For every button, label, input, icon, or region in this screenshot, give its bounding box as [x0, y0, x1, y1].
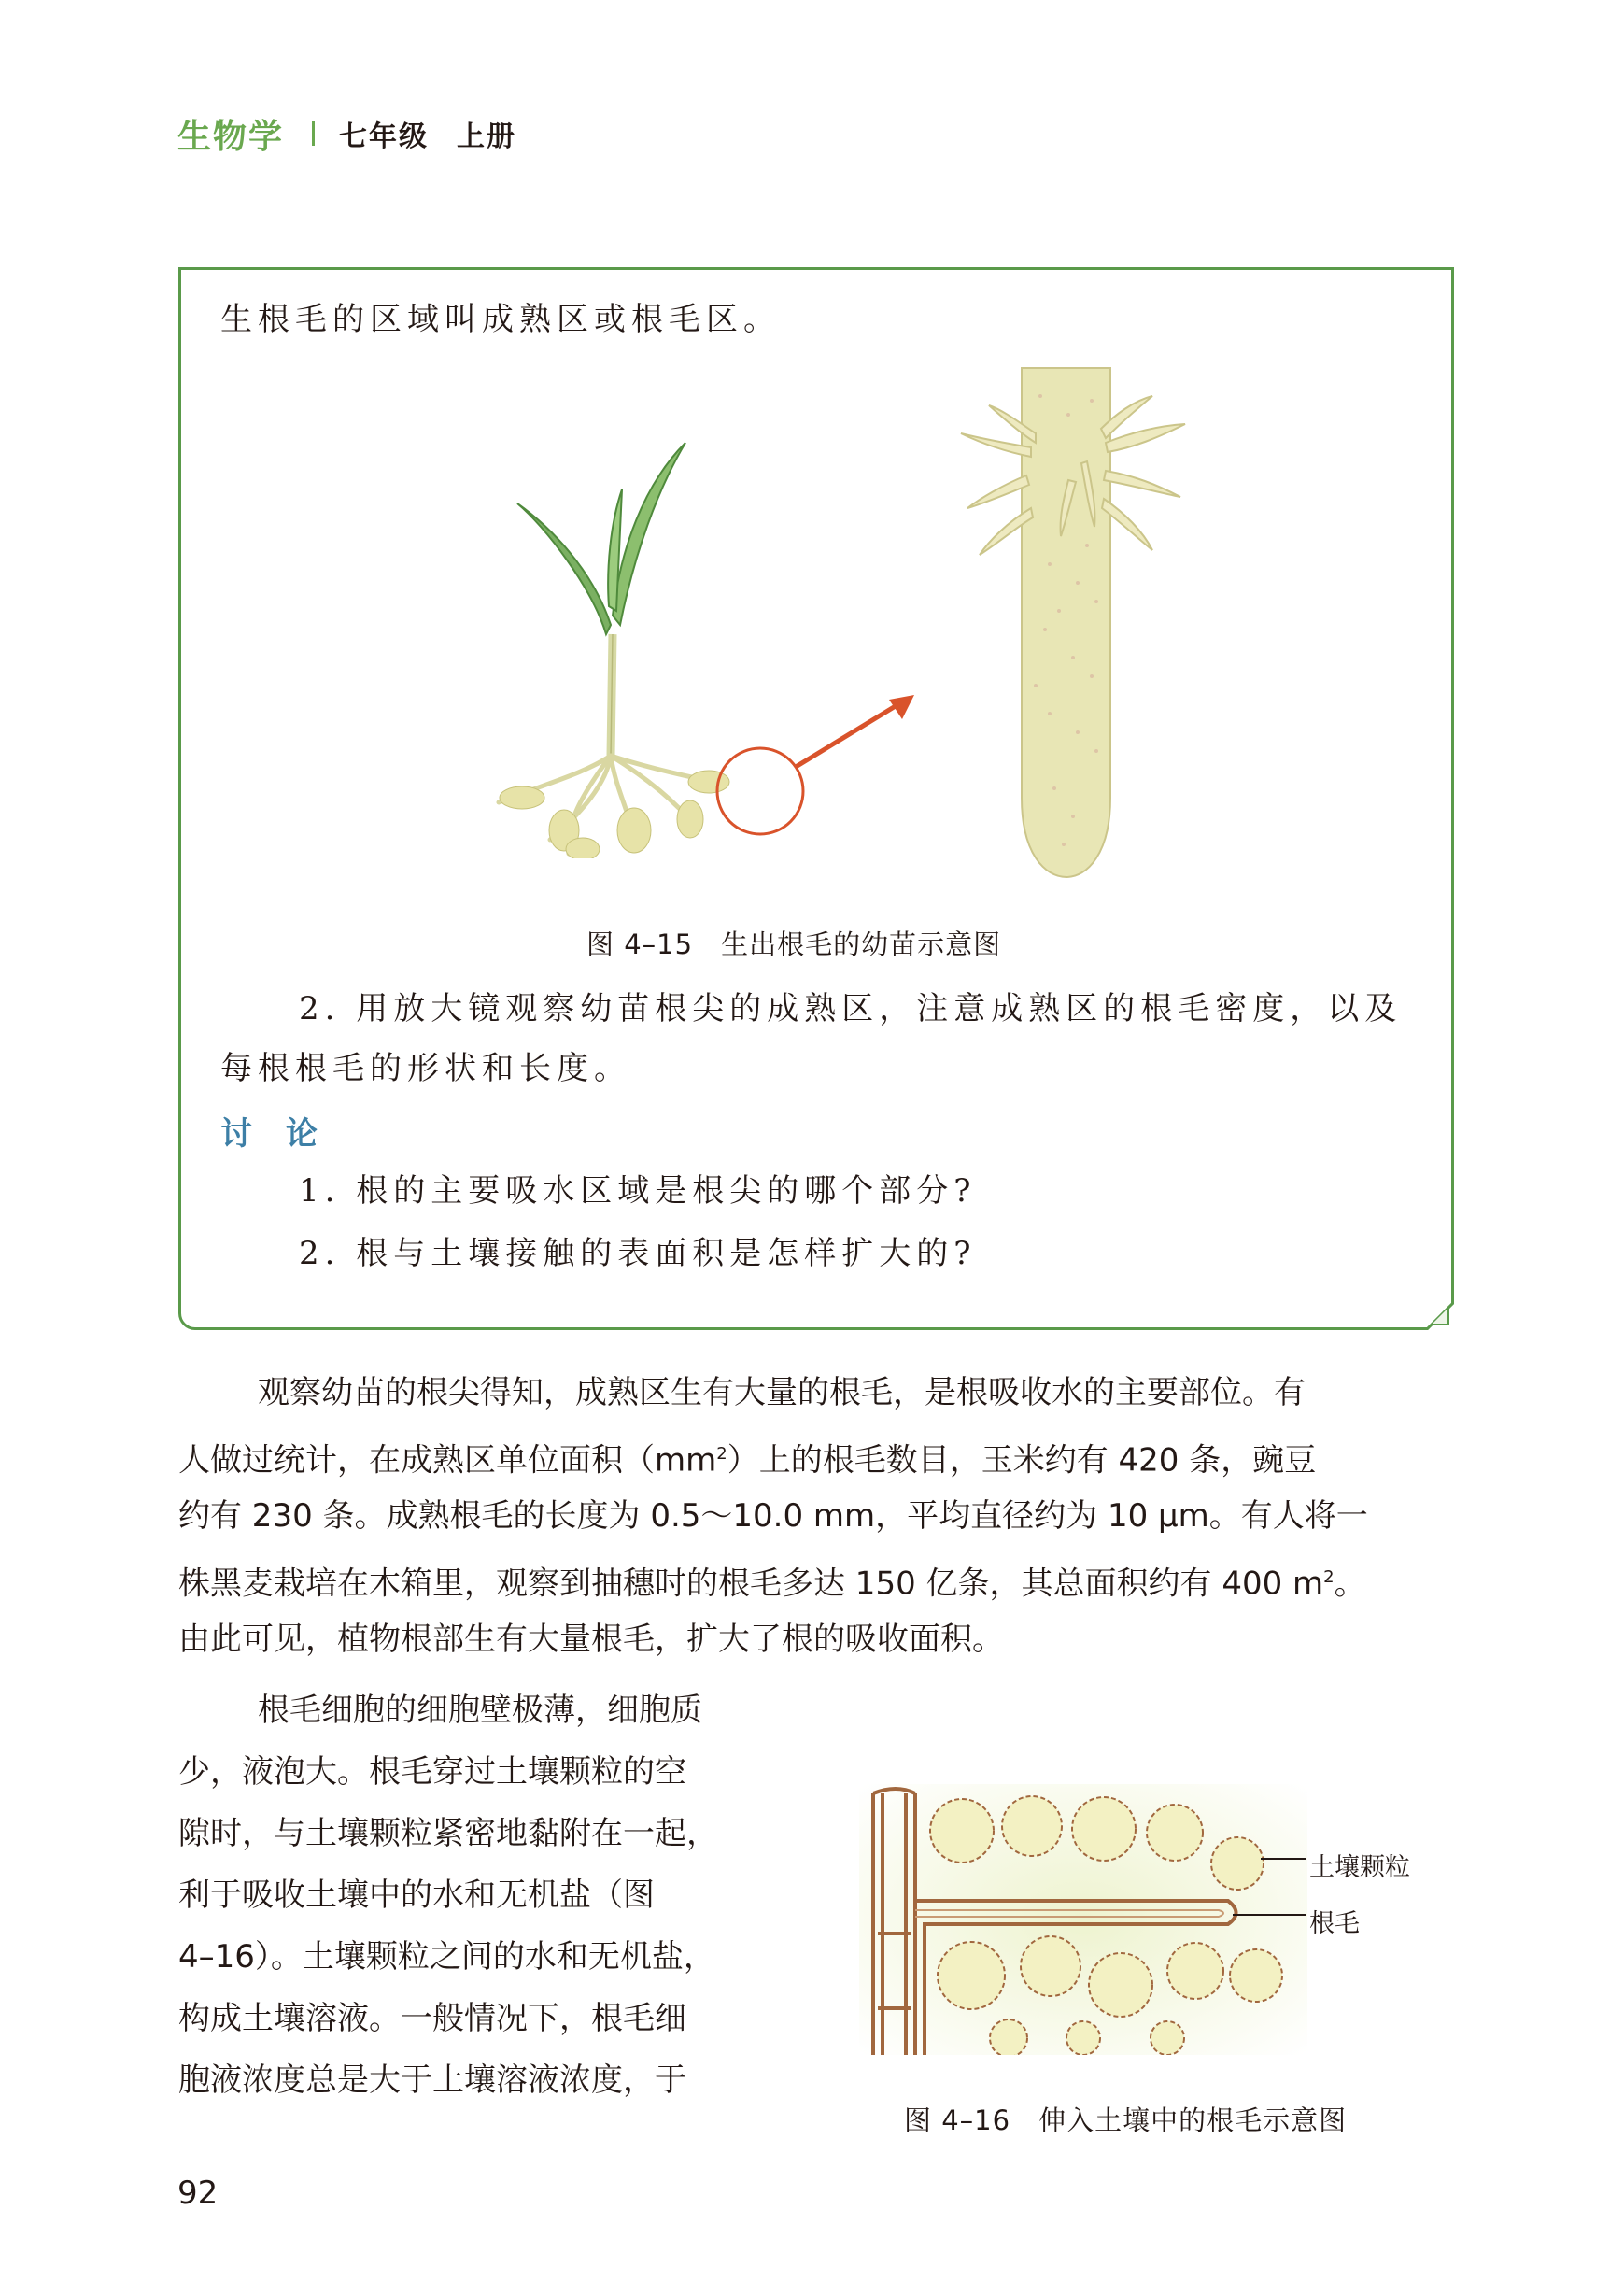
box-intro-line: 生根毛的区域叫成熟区或根毛区。	[220, 301, 781, 338]
paragraph1-line5: 由此可见，植物根部生有大量根毛，扩大了根的吸收面积。	[178, 1621, 1004, 1658]
paragraph2-line5: 4–16）。土壤颗粒之间的水和无机盐，	[178, 1938, 715, 1976]
discussion-question-2: 2. 根与土壤接触的表面积是怎样扩大的?	[299, 1235, 977, 1272]
soil-root-hair-illustration	[859, 1784, 1307, 2055]
experiment-box	[178, 267, 1454, 1330]
paragraph1-line1: 观察幼苗的根尖得知，成熟区生有大量的根毛，是根吸收水的主要部位。有	[258, 1374, 1306, 1411]
figure-4-15-caption: 图 4–15 生出根毛的幼苗示意图	[586, 928, 1002, 960]
paragraph1-line2: 人做过统计，在成熟区单位面积$(mm^2)$上的根毛数目，玉米约有 420 条，豌豆	[178, 1441, 1317, 1480]
paragraph2-line7: 胞液浓度总是大于土壤溶液浓度，于	[178, 2061, 686, 2099]
header-divider	[312, 121, 315, 146]
root-hair-label: 根毛	[1309, 1909, 1360, 1938]
paragraph2-line6: 构成土壤溶液。一般情况下，根毛细	[178, 2000, 686, 2037]
subject-title: 生物学	[177, 117, 285, 156]
paragraph2-line1: 根毛细胞的细胞壁极薄，细胞质	[258, 1692, 702, 1729]
page-number: 92	[177, 2175, 219, 2212]
figure-4-16-caption: 图 4–16 伸入土壤中的根毛示意图	[904, 2104, 1348, 2136]
paragraph2-line3: 隙时，与土壤颗粒紧密地黏附在一起，	[178, 1815, 718, 1852]
soil-particle-label: 土壤颗粒	[1309, 1853, 1410, 1882]
discussion-heading: 讨 论	[220, 1115, 329, 1153]
folded-corner-icon	[1426, 1302, 1454, 1330]
root-tip-illustration	[956, 359, 1199, 891]
discussion-question-1: 1. 根的主要吸水区域是根尖的哪个部分?	[299, 1172, 977, 1210]
step2-line2: 每根根毛的形状和长度。	[220, 1050, 631, 1087]
running-header	[177, 110, 516, 157]
paragraph1-line4: 株黑麦栽培在木箱里，观察到抽穗时的根毛多达 150 亿条，其总面积约有 400 $m^2$。	[178, 1565, 1366, 1603]
paragraph2-line4: 利于吸收土壤中的水和无机盐（图	[178, 1877, 655, 1914]
grade-label: 七年级 上册	[339, 120, 517, 153]
paragraph2-line2: 少，液泡大。根毛穿过土壤颗粒的空	[178, 1753, 686, 1791]
paragraph1-line3: 约有 230 条。成熟根毛的长度为 0.5～10.0 mm，平均直径约为 10 μm。有人将一	[178, 1497, 1368, 1535]
seedling-illustration	[443, 363, 1022, 858]
step2-line1: 2. 用放大镜观察幼苗根尖的成熟区，注意成熟区的根毛密度，以及	[299, 990, 1403, 1027]
